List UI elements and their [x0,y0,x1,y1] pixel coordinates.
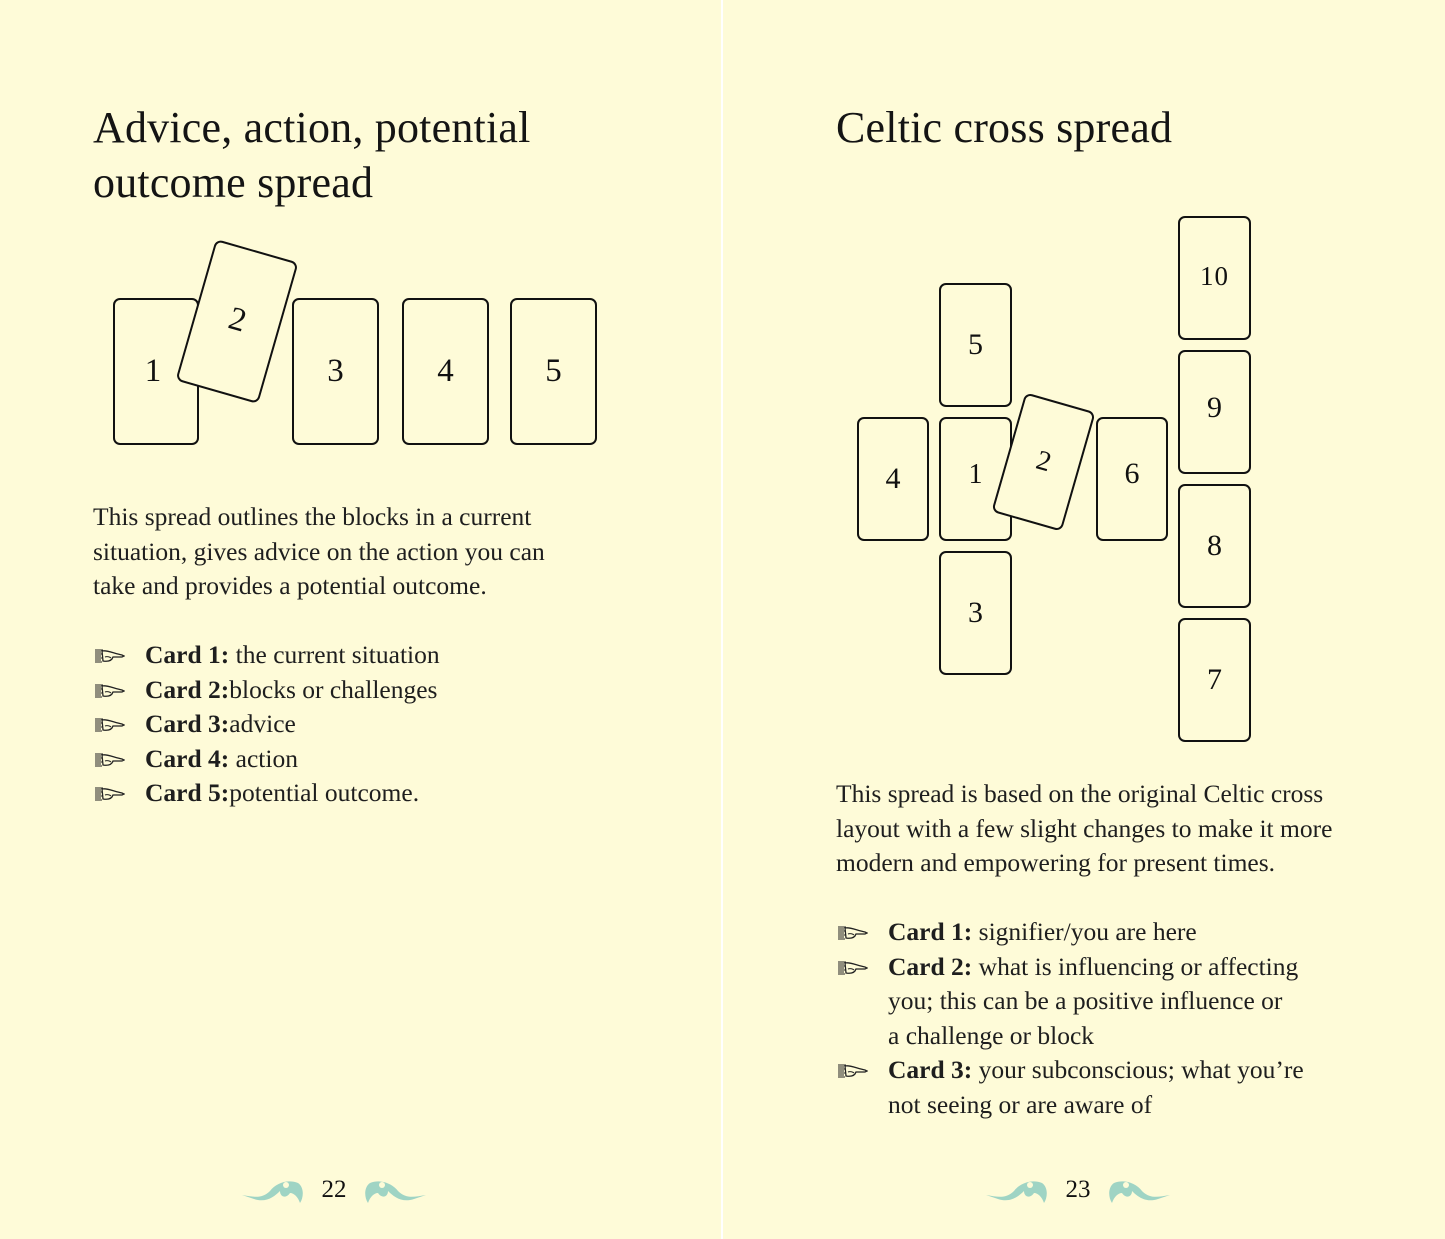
pointing-hand-icon [93,785,125,803]
spread-card-9 [1178,350,1251,474]
list-item [93,638,440,673]
card-number: 9 [1207,391,1222,424]
card-label: Card 1: [145,640,230,669]
pointing-hand-icon [836,1062,868,1080]
left-page-footer [240,1170,428,1210]
card-label: Card 3: [145,709,230,738]
card-number: 2 [224,300,251,340]
list-item [836,915,1304,950]
spread-card-2 [175,239,298,404]
card-meaning: action [229,743,298,773]
card-number: 8 [1207,529,1222,562]
card-label: Card 3: [888,1055,973,1084]
spread-card-5 [939,283,1012,407]
card-number: 3 [968,596,983,629]
right-page-footer [984,1170,1172,1210]
spread-card-4 [402,298,489,445]
card-meaning-continued: you; this can be a positive influence or [888,986,1283,1015]
pointing-hand-icon [93,647,125,665]
left-card-list [93,638,440,811]
pointing-hand-icon [93,751,125,769]
left-description [93,500,545,604]
page-number: 23 [1065,1176,1091,1203]
title-line: Advice, action, potential [93,103,531,152]
card-number: 1 [968,459,983,490]
card-meaning: your subconscious; what you’re [978,1055,1304,1084]
description-line: This spread outlines the blocks in a current [93,502,532,531]
card-meaning: the current situation [229,640,440,669]
card-label: Card 2: [888,951,973,981]
title-line: outcome spread [93,158,374,207]
flourish-icon [984,1175,1048,1205]
flourish-icon [240,1175,304,1205]
pointing-hand-icon [836,924,868,942]
description-line: layout with a few slight changes to make it more [836,813,1333,843]
description-line: This spread is based on the original Celtic cross [836,779,1324,808]
card-label: Card 4: [145,743,230,773]
card-meaning: signifier/you are here [978,917,1197,946]
list-item [836,950,1304,1054]
card-meaning: potential outcome. [229,778,420,807]
left-page-title [93,100,531,210]
description-line: modern and empowering for present times. [836,848,1276,877]
right-page-title: Celtic cross spread [836,103,1173,152]
description-line: situation, gives advice on the action you can [93,536,545,566]
spread-card-5 [510,298,597,445]
spread-card-4 [857,417,929,541]
spread-card-10 [1178,216,1251,340]
card-number: 7 [1207,663,1222,696]
spread-card-7 [1178,618,1251,742]
pointing-hand-icon [836,959,868,977]
card-number: 5 [545,353,562,389]
page-number: 22 [321,1176,347,1203]
card-meaning-continued: a challenge or block [888,1020,1095,1050]
left-page [0,0,721,1239]
card-meaning: advice [229,709,296,738]
card-number: 4 [437,353,454,389]
card-number: 10 [1200,260,1229,291]
spread-card-3 [292,298,379,445]
card-meaning: what is influencing or affecting [978,951,1299,981]
card-label: Card 2: [145,674,230,704]
card-label: Card 1: [888,917,973,946]
card-meaning: blocks or challenges [229,674,438,704]
list-item [93,742,440,777]
list-item [836,1053,1304,1122]
card-meaning-continued: not seeing or are aware of [888,1089,1153,1119]
card-number: 5 [968,328,983,361]
card-number: 6 [1124,457,1140,490]
right-description [836,777,1332,881]
card-number: 1 [144,353,162,389]
list-item [93,673,440,708]
list-item [93,707,440,742]
card-label: Card 5: [145,778,230,807]
pointing-hand-icon [93,682,125,700]
description-line: take and provides a potential outcome. [93,571,487,600]
list-item [93,776,440,811]
card-number: 3 [327,353,344,389]
spread-card-8 [1178,484,1251,608]
card-number: 2 [1032,444,1055,479]
flourish-icon [1108,1175,1172,1205]
right-card-list [836,915,1304,1122]
spread-card-3 [939,551,1012,675]
card-number: 4 [885,462,901,495]
flourish-icon [364,1175,428,1205]
pointing-hand-icon [93,716,125,734]
spread-card-6 [1096,417,1168,541]
